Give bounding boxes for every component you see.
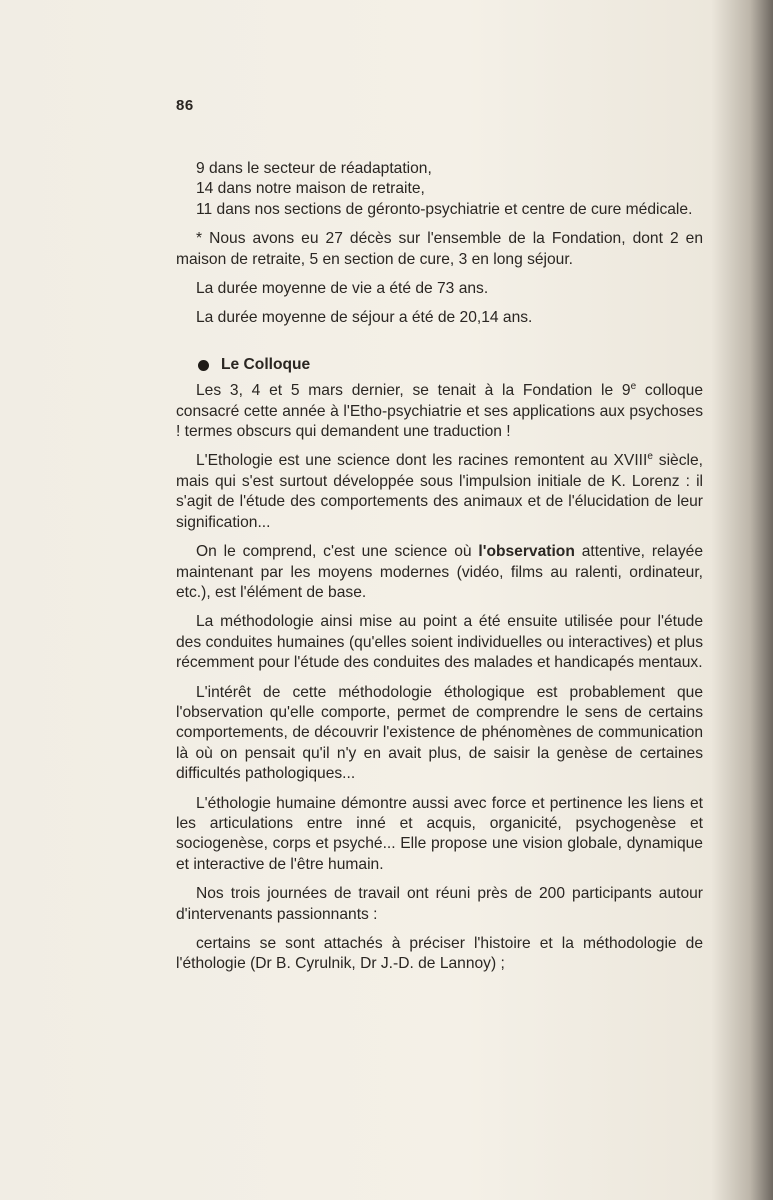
- methodology-paragraph: La méthodologie ainsi mise au point a été ensuite utilisée pour l'étude des conduites humaines (qu'elles soient individuelles ou interactives) et plus récemment pour l'étude des conduites des malades et handicapés mentaux.: [176, 613, 703, 672]
- superscript: e: [647, 451, 653, 463]
- text-span: attentive, relayée maintenant par les moyens modernes (vidéo, films au ralenti, ordinateur, etc.), est l'élément de base.: [176, 543, 703, 601]
- list-item: 9 dans le secteur de réadaptation,: [196, 160, 432, 177]
- list-item: 11 dans nos sections de géronto-psychiatrie et centre de cure médicale.: [196, 200, 693, 218]
- text-span: L'Ethologie est une science dont les racines remontent au XVIII: [196, 452, 648, 470]
- participants-paragraph: Nos trois journées de travail ont réuni près de 200 participants autour d'intervenants passionnants :: [176, 885, 703, 923]
- colloque-paragraph: [176, 381, 703, 442]
- deaths-paragraph: * Nous avons eu 27 décès sur l'ensemble de la Fondation, dont 2 en maison de retraite, 5 en section de cure, 3 en long séjour.: [176, 230, 703, 268]
- text-span: colloque consacré cette année à l'Etho-psychiatrie et ses applications aux psychoses ! termes obscurs qui demandent une traduction !: [176, 382, 704, 441]
- section-heading-text: Le Colloque: [221, 355, 311, 373]
- human-ethology-paragraph: L'éthologie humaine démontre aussi avec force et pertinence les liens et les articulations entre inné et acquis, organicité, psychogenèse et sociogenèse, corps et psyché... Elle propose une vision globale, dynamique et interactive de l'être humain.: [176, 794, 703, 873]
- section-heading: [176, 355, 703, 375]
- text-span: Les 3, 4 et 5 mars dernier, se tenait à la Fondation le 9: [196, 382, 631, 400]
- article-body: [176, 159, 703, 984]
- text-span: On le comprend, c'est une science où: [196, 543, 479, 561]
- interest-paragraph: L'intérêt de cette méthodologie éthologique est probablement que l'observation qu'elle comporte, permet de comprendre le sens de certains comportements, de découvrir l'existence de phénomènes de communication là où on pensait qu'il n'y en avait plus, de saisir la genèse de certaines difficultés pathologiques...: [176, 683, 703, 783]
- stay-length-paragraph: La durée moyenne de séjour a été de 20,14 ans.: [196, 309, 533, 327]
- list-item: 14 dans notre maison de retraite,: [196, 180, 425, 198]
- ethology-paragraph: [176, 451, 703, 533]
- bold-term: l'observation: [478, 543, 575, 561]
- speakers-paragraph: certains se sont attachés à préciser l'histoire et la méthodologie de l'éthologie (Dr B. Cyrulnik, Dr J.-D. de Lannoy) ;: [176, 935, 703, 973]
- life-span-paragraph: La durée moyenne de vie a été de 73 ans.: [196, 280, 489, 298]
- page-number: 86: [176, 97, 194, 114]
- superscript: e: [630, 381, 637, 393]
- bullet-icon: [198, 360, 209, 371]
- text-span: siècle, mais qui s'est surtout développée sous l'impulsion initiale de K. Lorenz : il s'agit de l'étude des comportements des animaux et de l'élucidation de leur signification...: [176, 452, 703, 531]
- observation-paragraph: [176, 542, 703, 603]
